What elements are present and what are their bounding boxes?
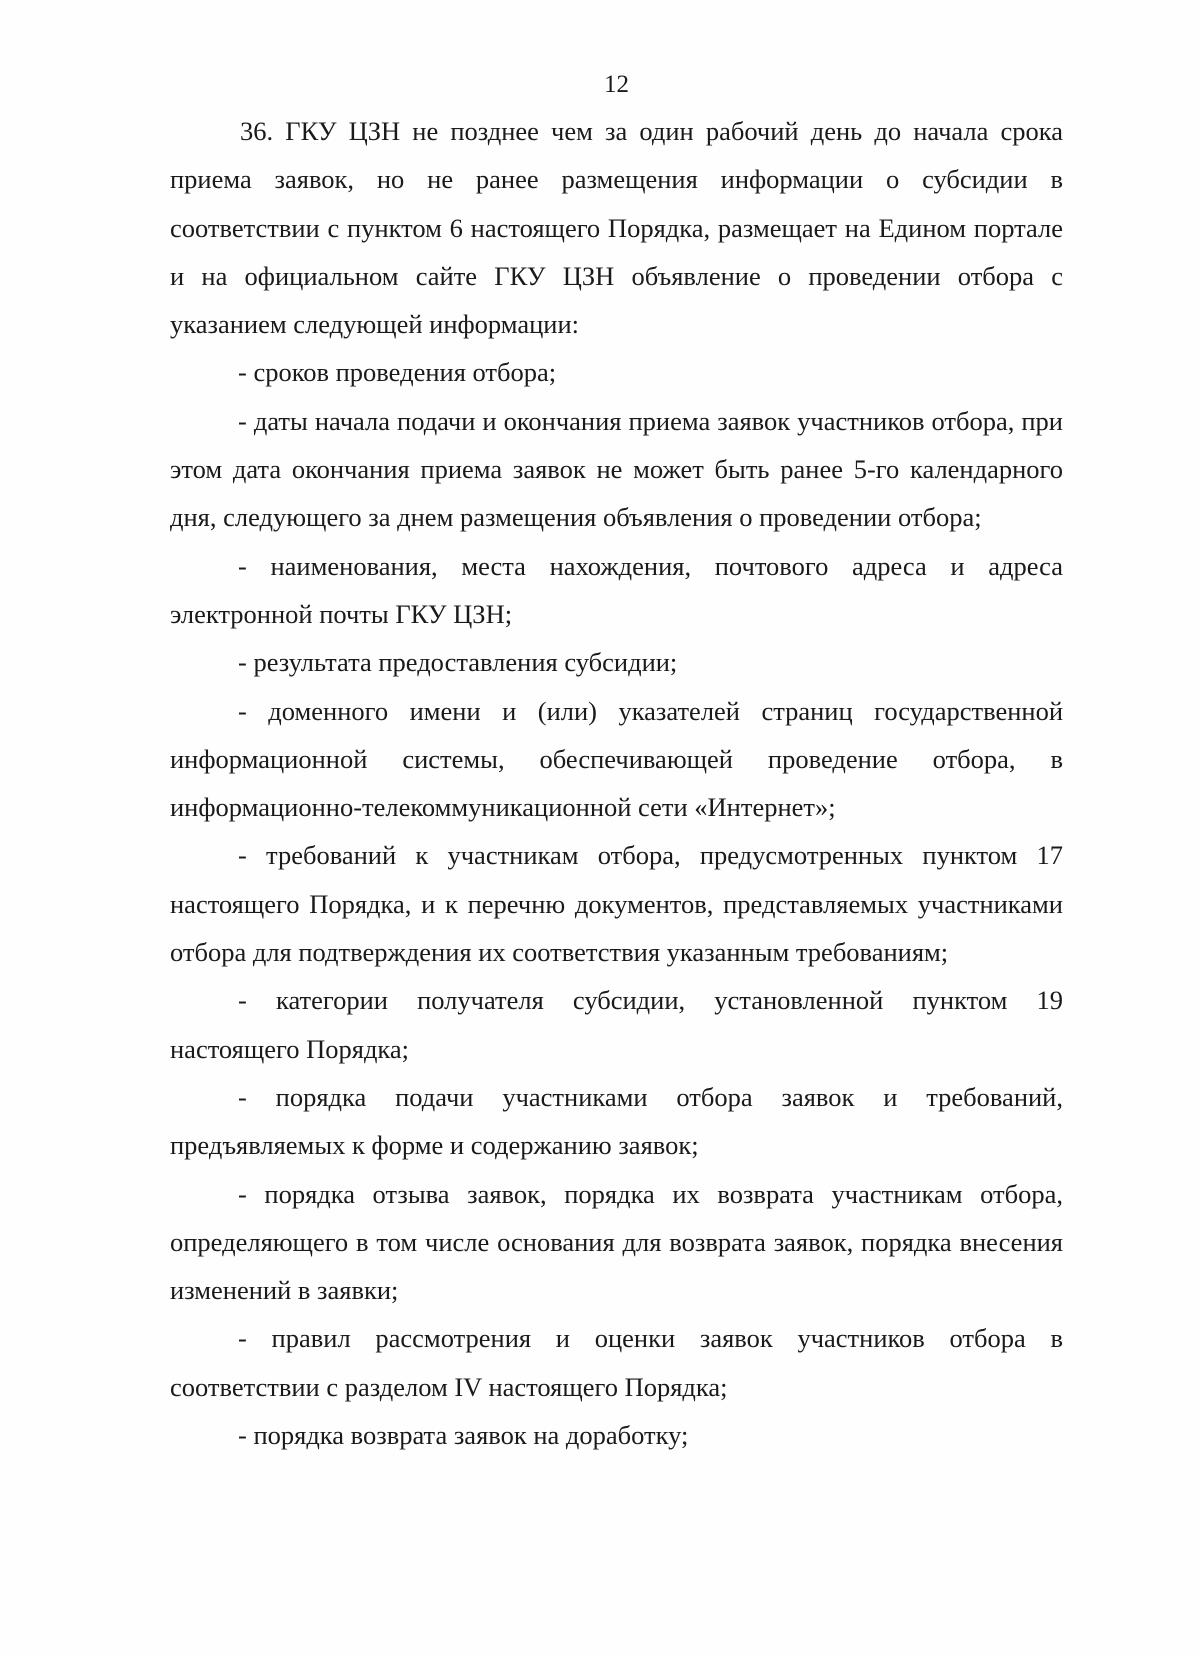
list-item-return-for-revision: - порядка возврата заявок на доработку;: [238, 1420, 689, 1451]
list-item-recipient-category: - категории получателя субсидии, установленной пунктом 19 настоящего Порядка;: [170, 985, 1063, 1064]
list-item-selection-terms: - сроков проведения отбора;: [238, 357, 557, 388]
page-number: 12: [604, 71, 629, 98]
list-item-domain-name: - доменного имени и (или) указателей страниц государственной информационной системы, обеспечивающей проведение отбора, в информационно-телекоммуникационной сети «Интернет»;: [170, 695, 1063, 823]
document-body: [170, 107, 1063, 1459]
list-item-withdrawal-procedure: - порядка отзыва заявок, порядка их возврата участникам отбора, определяющего в том числе основания для возврата заявок, порядка внесения изменений в заявки;: [170, 1178, 1063, 1306]
list-item-application-dates: - даты начала подачи и окончания приема заявок участников отбора, при этом дата окончания приема заявок не может быть ранее 5-го календарного дня, следующего за днем размещения объявления о проведении отбора;: [170, 405, 1063, 533]
list-item-subsidy-result: - результата предоставления субсидии;: [238, 647, 678, 678]
list-item-contact-details: - наименования, места нахождения, почтового адреса и адреса электронной почты ГКУ ЦЗН;: [170, 550, 1063, 629]
paragraph-36: 36. ГКУ ЦЗН не позднее чем за один рабочий день до начала срока приема заявок, но не ранее размещения информации о субсидии в соответствии с пунктом 6 настоящего Порядка, размещает на Едином портале и на официальном сайте ГКУ ЦЗН объявление о проведении отбора с указанием следующей информации:: [170, 116, 1063, 340]
list-item-evaluation-rules: - правил рассмотрения и оценки заявок участников отбора в соответствии с разделом IV настоящего Порядка;: [170, 1323, 1063, 1402]
list-item-participant-requirements: - требований к участникам отбора, предусмотренных пунктом 17 настоящего Порядка, и к перечню документов, представляемых участниками отбора для подтверждения их соответствия указанным требованиям;: [170, 840, 1063, 968]
list-item-submission-procedure: - порядка подачи участниками отбора заявок и требований, предъявляемых к форме и содержанию заявок;: [170, 1081, 1063, 1161]
